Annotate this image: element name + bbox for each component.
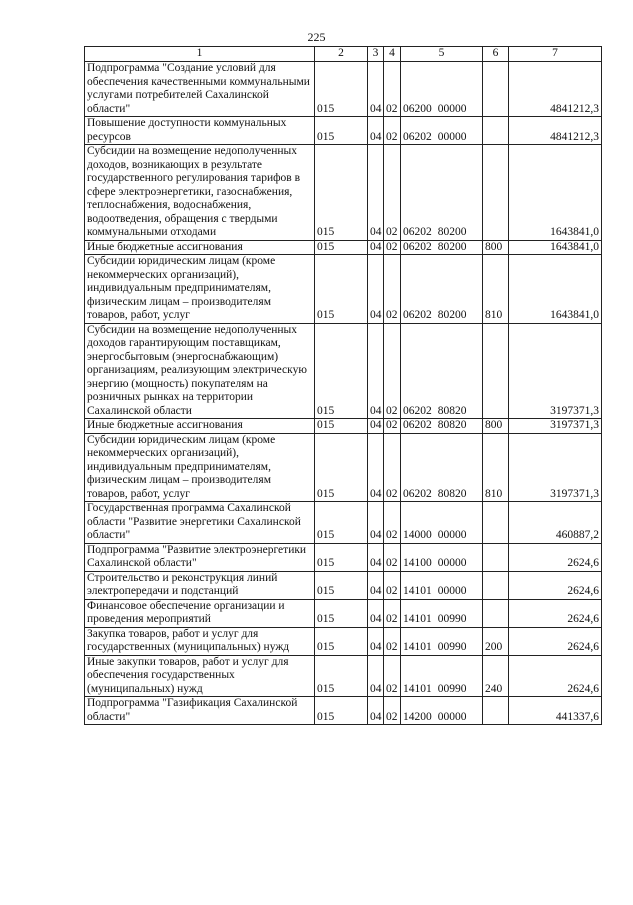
row-subsection-cell: 02 xyxy=(384,323,401,419)
header-cell: 7 xyxy=(509,47,602,62)
row-name-cell: Иные закупки товаров, работ и услуг для обеспечения государственных (муниципальных) нужд xyxy=(85,655,315,697)
row-amount-cell: 441337,6 xyxy=(509,697,602,725)
row-expense-type-cell xyxy=(483,543,509,571)
row-section-cell: 04 xyxy=(368,697,384,725)
target-article-program-code: 14101 xyxy=(403,641,432,653)
table-row xyxy=(85,571,602,599)
target-article-direction-code: 80820 xyxy=(437,404,467,417)
row-ministry-code-cell: 015 xyxy=(315,419,368,434)
row-name-cell: Субсидии юридическим лицам (кроме некоммерческих организаций), индивидуальным предпринимателям, физическим лицам – производителям товаров, работ, услуг xyxy=(85,433,315,502)
header-cell: 1 xyxy=(85,47,315,62)
row-section-cell: 04 xyxy=(368,502,384,544)
table-row xyxy=(85,543,602,571)
row-subsection-cell: 02 xyxy=(384,62,401,117)
target-article-direction-code: 80820 xyxy=(437,419,467,431)
row-section-cell: 04 xyxy=(368,433,384,502)
row-section-cell: 04 xyxy=(368,655,384,697)
table-row xyxy=(85,255,602,324)
row-expense-type-cell xyxy=(483,62,509,117)
row-expense-type-cell xyxy=(483,323,509,419)
target-article-program-code: 06202 xyxy=(403,130,432,143)
row-section-cell: 04 xyxy=(368,323,384,419)
row-section-cell: 04 xyxy=(368,145,384,241)
header-row xyxy=(85,47,602,62)
table-row xyxy=(85,502,602,544)
budget-table xyxy=(84,46,602,725)
target-article-direction-code: 00000 xyxy=(437,585,467,597)
row-section-cell: 04 xyxy=(368,240,384,255)
row-section-cell: 04 xyxy=(368,255,384,324)
row-name-cell: Подпрограмма "Развитие электроэнергетики Сахалинской области" xyxy=(85,543,315,571)
table-row xyxy=(85,599,602,627)
target-article-direction-code: 80820 xyxy=(437,487,467,500)
row-amount-cell: 4841212,3 xyxy=(509,117,602,145)
row-ministry-code-cell: 015 xyxy=(315,117,368,145)
row-target-article-cell xyxy=(401,543,483,571)
target-article-program-code: 14100 xyxy=(403,557,432,569)
table-row xyxy=(85,433,602,502)
row-expense-type-cell xyxy=(483,571,509,599)
row-target-article-cell xyxy=(401,419,483,434)
row-name-cell: Подпрограмма "Создание условий для обеспечения качественными коммунальными услугами потребителей Сахалинской области" xyxy=(85,62,315,117)
row-target-article-cell xyxy=(401,255,483,324)
row-section-cell: 04 xyxy=(368,627,384,655)
row-ministry-code-cell: 015 xyxy=(315,543,368,571)
row-amount-cell: 3197371,3 xyxy=(509,323,602,419)
row-name-cell: Государственная программа Сахалинской области "Развитие энергетики Сахалинской области" xyxy=(85,502,315,544)
row-section-cell: 04 xyxy=(368,419,384,434)
row-expense-type-cell xyxy=(483,599,509,627)
row-ministry-code-cell: 015 xyxy=(315,323,368,419)
row-expense-type-cell xyxy=(483,697,509,725)
table-row xyxy=(85,655,602,697)
row-amount-cell: 3197371,3 xyxy=(509,433,602,502)
row-subsection-cell: 02 xyxy=(384,627,401,655)
row-ministry-code-cell: 015 xyxy=(315,502,368,544)
header-cell: 3 xyxy=(368,47,384,62)
target-article-direction-code: 00000 xyxy=(437,710,467,723)
row-ministry-code-cell: 015 xyxy=(315,697,368,725)
row-name-cell: Субсидии юридическим лицам (кроме некоммерческих организаций), индивидуальным предпринимателям, физическим лицам – производителям товаров, работ, услуг xyxy=(85,255,315,324)
target-article-program-code: 06202 xyxy=(403,487,432,500)
header-cell: 5 xyxy=(401,47,483,62)
row-subsection-cell: 02 xyxy=(384,433,401,502)
target-article-program-code: 06202 xyxy=(403,240,432,253)
row-subsection-cell: 02 xyxy=(384,697,401,725)
row-name-cell: Закупка товаров, работ и услуг для государственных (муниципальных) нужд xyxy=(85,627,315,655)
table-row xyxy=(85,117,602,145)
row-name-cell: Субсидии на возмещение недополученных доходов гарантирующим поставщикам, энергосбытовым (энергоснабжающим) организациям, реализующим электрическую энергию (мощность) покупателям на розничных рынках на территории Сахалинской области xyxy=(85,323,315,419)
row-target-article-cell xyxy=(401,571,483,599)
row-amount-cell: 2624,6 xyxy=(509,571,602,599)
target-article-program-code: 14101 xyxy=(403,682,432,695)
target-article-direction-code: 00000 xyxy=(437,529,467,541)
row-section-cell: 04 xyxy=(368,543,384,571)
row-target-article-cell xyxy=(401,433,483,502)
row-section-cell: 04 xyxy=(368,62,384,117)
row-subsection-cell: 02 xyxy=(384,240,401,255)
row-subsection-cell: 02 xyxy=(384,145,401,241)
row-target-article-cell xyxy=(401,145,483,241)
table-row xyxy=(85,419,602,434)
row-target-article-cell xyxy=(401,627,483,655)
row-name-cell: Финансовое обеспечение организации и проведения мероприятий xyxy=(85,599,315,627)
row-expense-type-cell: 800 xyxy=(483,240,509,255)
row-name-cell: Иные бюджетные ассигнования xyxy=(85,419,315,434)
row-target-article-cell xyxy=(401,599,483,627)
row-subsection-cell: 02 xyxy=(384,255,401,324)
table-row xyxy=(85,62,602,117)
row-name-cell: Повышение доступности коммунальных ресурсов xyxy=(85,117,315,145)
row-name-cell: Иные бюджетные ассигнования xyxy=(85,240,315,255)
row-amount-cell: 2624,6 xyxy=(509,627,602,655)
row-name-cell: Субсидии на возмещение недополученных доходов, возникающих в результате государственного регулирования тарифов в сфере электроэнергетики, газоснабжения, теплоснабжения, водоснабжения, водоотведения, обращения с твердыми коммунальными отходами xyxy=(85,145,315,241)
table-body xyxy=(85,62,602,725)
row-subsection-cell: 02 xyxy=(384,655,401,697)
row-name-cell: Подпрограмма "Газификация Сахалинской области" xyxy=(85,697,315,725)
header-cell: 4 xyxy=(384,47,401,62)
row-expense-type-cell xyxy=(483,117,509,145)
target-article-direction-code: 00000 xyxy=(437,130,467,143)
table-row xyxy=(85,145,602,241)
row-target-article-cell xyxy=(401,240,483,255)
row-expense-type-cell: 240 xyxy=(483,655,509,697)
row-amount-cell: 4841212,3 xyxy=(509,62,602,117)
target-article-program-code: 06202 xyxy=(403,226,432,238)
target-article-program-code: 14000 xyxy=(403,529,432,541)
target-article-program-code: 06202 xyxy=(403,404,432,417)
row-amount-cell: 1643841,0 xyxy=(509,145,602,241)
row-amount-cell: 2624,6 xyxy=(509,655,602,697)
row-ministry-code-cell: 015 xyxy=(315,571,368,599)
row-amount-cell: 2624,6 xyxy=(509,543,602,571)
header-cell: 6 xyxy=(483,47,509,62)
target-article-direction-code: 80200 xyxy=(437,309,467,321)
row-target-article-cell xyxy=(401,323,483,419)
target-article-program-code: 06200 xyxy=(403,102,432,115)
target-article-program-code: 14101 xyxy=(403,585,432,597)
target-article-program-code: 14101 xyxy=(403,613,432,625)
row-amount-cell: 1643841,0 xyxy=(509,255,602,324)
row-expense-type-cell xyxy=(483,502,509,544)
target-article-direction-code: 00000 xyxy=(437,102,467,115)
row-amount-cell: 1643841,0 xyxy=(509,240,602,255)
row-expense-type-cell: 200 xyxy=(483,627,509,655)
table-row xyxy=(85,627,602,655)
row-ministry-code-cell: 015 xyxy=(315,655,368,697)
row-target-article-cell xyxy=(401,697,483,725)
header-cell: 2 xyxy=(315,47,368,62)
row-ministry-code-cell: 015 xyxy=(315,145,368,241)
row-expense-type-cell: 810 xyxy=(483,433,509,502)
row-ministry-code-cell: 015 xyxy=(315,255,368,324)
row-target-article-cell xyxy=(401,655,483,697)
row-subsection-cell: 02 xyxy=(384,571,401,599)
row-section-cell: 04 xyxy=(368,117,384,145)
row-target-article-cell xyxy=(401,117,483,145)
row-ministry-code-cell: 015 xyxy=(315,599,368,627)
page-number: 225 xyxy=(307,30,326,44)
row-target-article-cell xyxy=(401,62,483,117)
row-ministry-code-cell: 015 xyxy=(315,240,368,255)
table-row xyxy=(85,240,602,255)
table-row xyxy=(85,697,602,725)
target-article-direction-code: 00990 xyxy=(437,641,467,653)
target-article-program-code: 14200 xyxy=(403,710,432,723)
target-article-program-code: 06202 xyxy=(403,419,432,431)
row-ministry-code-cell: 015 xyxy=(315,627,368,655)
row-subsection-cell: 02 xyxy=(384,117,401,145)
table-row xyxy=(85,323,602,419)
row-amount-cell: 3197371,3 xyxy=(509,419,602,434)
row-expense-type-cell xyxy=(483,145,509,241)
row-section-cell: 04 xyxy=(368,599,384,627)
target-article-program-code: 06202 xyxy=(403,309,432,321)
row-subsection-cell: 02 xyxy=(384,543,401,571)
row-name-cell: Строительство и реконструкция линий электропередачи и подстанций xyxy=(85,571,315,599)
target-article-direction-code: 00990 xyxy=(437,682,467,695)
row-subsection-cell: 02 xyxy=(384,419,401,434)
row-ministry-code-cell: 015 xyxy=(315,62,368,117)
target-article-direction-code: 00000 xyxy=(437,557,467,569)
row-subsection-cell: 02 xyxy=(384,502,401,544)
row-subsection-cell: 02 xyxy=(384,599,401,627)
row-expense-type-cell: 810 xyxy=(483,255,509,324)
row-target-article-cell xyxy=(401,502,483,544)
target-article-direction-code: 00990 xyxy=(437,613,467,625)
target-article-direction-code: 80200 xyxy=(437,240,467,253)
target-article-direction-code: 80200 xyxy=(437,226,467,238)
row-ministry-code-cell: 015 xyxy=(315,433,368,502)
row-amount-cell: 2624,6 xyxy=(509,599,602,627)
row-section-cell: 04 xyxy=(368,571,384,599)
row-expense-type-cell: 800 xyxy=(483,419,509,434)
row-amount-cell: 460887,2 xyxy=(509,502,602,544)
